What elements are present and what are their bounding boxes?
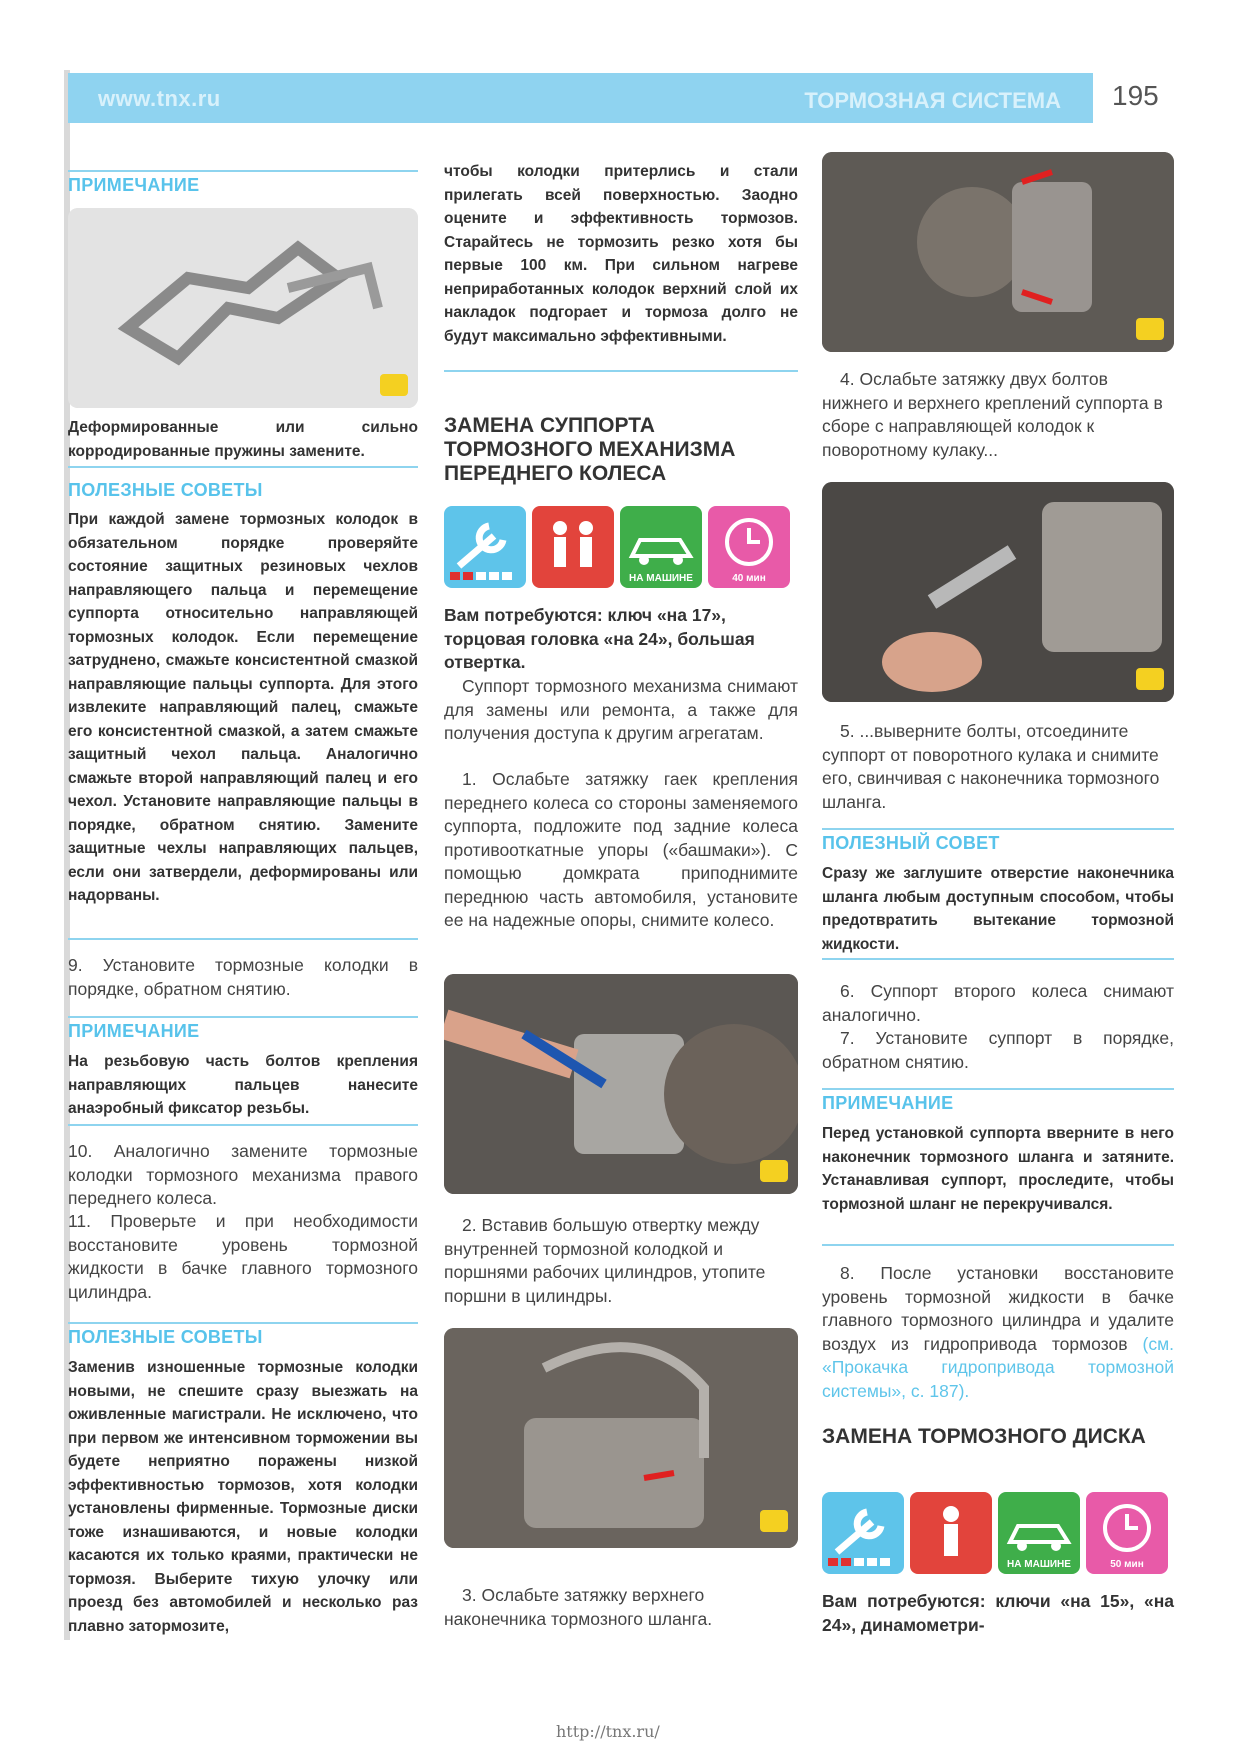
photo-hose bbox=[444, 1328, 798, 1548]
photo-screwdriver bbox=[444, 974, 798, 1194]
photo-remove-caliper bbox=[822, 482, 1174, 702]
intro-text: Суппорт тормозного механизма снимают для замены или ремонта, а также для получения доступа к другим агрегатам. bbox=[444, 676, 798, 743]
note2-text: На резьбовую часть болтов крепления направляющих пальцев нанесите анаэробный фиксатор резьбы. bbox=[68, 1053, 418, 1117]
car-badge-icon bbox=[1136, 668, 1164, 690]
tools-needed: Вам потребуются: ключ «на 17», торцовая головка «на 24», большая отвертка. bbox=[444, 605, 755, 672]
footer-url[interactable]: http://tnx.ru/ bbox=[556, 1722, 660, 1741]
step-4: 4. Ослабьте затяжку двух болтов нижнего и верхнего креплений суппорта в сборе с направляющей колодок к поворотному кулаку... bbox=[822, 369, 1163, 460]
car-badge-icon bbox=[760, 1160, 788, 1182]
divider bbox=[68, 938, 418, 940]
photo-spring bbox=[68, 208, 418, 408]
person-icon bbox=[910, 1492, 992, 1574]
clock-icon bbox=[708, 506, 790, 588]
step-3: 3. Ослабьте затяжку верхнего наконечника тормозного шланга. bbox=[444, 1585, 713, 1629]
tips2-text: Заменив изношенные тормозные колодки новыми, не спешите сразу выезжать на оживленные магистрали. Не исключено, что при первом же интенсивном торможении вы будете неприятно поражены низкой эффективностью тормозов, хотя колодки установлены фирменные. Тормозные диски тоже изнашиваются, и новые колодки касаются их только краями, практически не тормозя. Выберите тихую улочку или проезд без автомобилей и несколько раз плавно затормозите, bbox=[68, 1359, 418, 1635]
tips1-text: При каждой замене тормозных колодок в обязательном порядке проверяйте состояние защитных резиновых чехлов направляющего пальца и перемещение суппорта относительно направляющей тормозных колодок. Если перемещение затруднено, смажьте консистентной смазкой направляющие пальцы суппорта. Для этого извлеките направляющий палец, смажьте его консистентной смазкой, а затем смажьте защитный чехол пальца. Аналогично смажьте второй направляющий палец и его чехол. Установите направляющие пальцы в порядке, обратном снятию. Замените защитные чехлы направляющих пальцев, если они затвердели, деформированы или надорваны. bbox=[68, 511, 418, 904]
note-title: ПРИМЕЧАНИЕ bbox=[822, 1088, 1174, 1114]
clock-icon bbox=[1086, 1492, 1168, 1574]
step-10: 10. Аналогично замените тормозные колодки тормозного механизма правого переднего колеса. bbox=[68, 1141, 418, 1208]
tips2-continued: чтобы колодки притерлись и стали прилегать всей поверхностью. Заодно оцените и эффективность тормозов. Старайтесь не тормозить резко хотя бы первые 100 км. При сильном нагреве неприработанных колодок верхний слой их накладок подгорает и тормоза долго не будут максимально эффективными. bbox=[444, 163, 798, 345]
tools-needed-disc: Вам потребуются: ключи «на 15», «на 24», динамометри- bbox=[822, 1591, 1174, 1635]
two-persons-icon bbox=[532, 506, 614, 588]
step-6: 6. Суппорт второго колеса снимают аналогично. bbox=[822, 981, 1174, 1025]
tip-text: Сразу же заглушите отверстие наконечника шланга любым доступным способом, чтобы предотвратить вытекание тормозной жидкости. bbox=[822, 865, 1174, 953]
car-badge-icon bbox=[380, 374, 408, 396]
tips1-title: ПОЛЕЗНЫЕ СОВЕТЫ bbox=[68, 480, 263, 500]
tip-title: ПОЛЕЗНЫЙ СОВЕТ bbox=[822, 828, 1174, 854]
note1-text: Деформированные или сильно корродированные пружины замените. bbox=[68, 419, 418, 460]
note1-title: ПРИМЕЧАНИЕ bbox=[68, 170, 418, 196]
place-label: НА МАШИНЕ bbox=[629, 573, 693, 584]
step-8-text: 8. После установки восстановите уровень тормозной жидкости в бачке главного тормозного цилиндра и удалите воздух из гидропривода тормозов bbox=[822, 1263, 1174, 1354]
car-badge-icon bbox=[760, 1510, 788, 1532]
step-7: 7. Установите суппорт в порядке, обратном снятию. bbox=[822, 1028, 1174, 1072]
divider bbox=[68, 466, 418, 468]
page-number: 195 bbox=[1112, 80, 1159, 111]
heading-disc: ЗАМЕНА ТОРМОЗНОГО ДИСКА bbox=[822, 1425, 1146, 1448]
step-11: 11. Проверьте и при необходимости восстановите уровень тормозной жидкости в бачке главного тормозного цилиндра. bbox=[68, 1211, 418, 1302]
tips2-title: ПОЛЕЗНЫЕ СОВЕТЫ bbox=[68, 1322, 418, 1348]
place-label: НА МАШИНЕ bbox=[1007, 1559, 1071, 1570]
divider bbox=[68, 1124, 418, 1126]
divider bbox=[822, 958, 1174, 960]
note2-title: ПРИМЕЧАНИЕ bbox=[68, 1016, 418, 1042]
note-text: Перед установкой суппорта вверните в него наконечник тормозного шланга и затяните. Устанавливая суппорт, проследите, чтобы тормозной шланг не перекручивался. bbox=[822, 1125, 1174, 1213]
heading-caliper: ЗАМЕНА СУППОРТА ТОРМОЗНОГО МЕХАНИЗМА ПЕРЕДНЕГО КОЛЕСА bbox=[444, 414, 736, 485]
photo-bolts bbox=[822, 152, 1174, 352]
site-name: www.tnx.ru bbox=[98, 86, 221, 111]
step-8 bbox=[822, 1262, 1174, 1403]
car-badge-icon bbox=[1136, 318, 1164, 340]
divider bbox=[822, 1244, 1174, 1246]
wrench-icon bbox=[822, 1492, 904, 1574]
time-label: 50 мин bbox=[1110, 1559, 1144, 1570]
step-9: 9. Установите тормозные колодки в порядке, обратном снятию. bbox=[68, 955, 418, 999]
time-label: 40 мин bbox=[732, 573, 766, 584]
section-name: ТОРМОЗНАЯ СИСТЕМА bbox=[804, 88, 1061, 113]
divider bbox=[444, 370, 798, 372]
step-8-link[interactable]: (см. «Прокачка гидропривода тормозной системы», с. 187). bbox=[822, 1333, 1174, 1401]
step-2: 2. Вставив большую отвертку между внутренней тормозной колодкой и поршнями рабочих цилиндров, утопите поршни в цилиндры. bbox=[444, 1215, 766, 1306]
car-icon bbox=[998, 1492, 1080, 1574]
step-5: 5. ...выверните болты, отсоедините суппорт от поворотного кулака и снимите его, свинчивая с наконечника тормозного шланга. bbox=[822, 721, 1160, 812]
step-1: 1. Ослабьте затяжку гаек крепления переднего колеса со стороны заменяемого суппорта, подложите под задние колеса противооткатные упоры («башмаки»). С помощью домкрата приподнимите переднюю часть автомобиля, установите ее на надежные опоры, снимите колесо. bbox=[444, 769, 798, 930]
wrench-icon bbox=[444, 506, 526, 588]
car-icon bbox=[620, 506, 702, 588]
